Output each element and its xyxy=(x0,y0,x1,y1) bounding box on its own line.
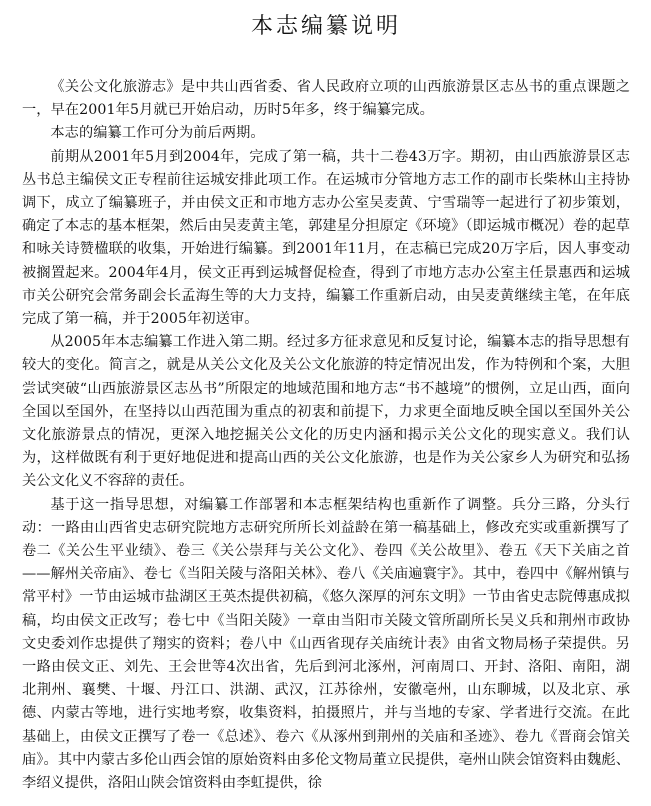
paragraph-first-phase: 前期从2001年5月到2004年，完成了第一稿，共十二卷43万字。期初，由山西旅游景区志丛书总主编侯文正专程前往运城安排此项工作。在运城市分管地方志工作的副市长柴林山主持协调下，成立了编纂班子，并由侯文正和市地方志办公室吴麦黄、宁雪瑞等一起进行了初步策划，确定了本志的基本框架，然后由吴麦黄主笔，郭建星分担原定《环境》（即运城市概况）卷的起草和咏关诗赞楹联的收集，开始进行编纂。到2001年11月，在志稿已完成20万字后，因人事变动被搁置起来。2004年4月，侯文正再到运城督促检查，得到了市地方志办公室主任景惠西和运城市关公研究会常务副会长孟海生等的大力支持，编纂工作重新启动，由吴麦黄继续主笔，在年底完成了第一稿，并于2005年初送审。 xyxy=(22,148,630,328)
paragraph-second-phase: 从2005年本志编纂工作进入第二期。经过多方征求意见和反复讨论，编纂本志的指导思想有较大的变化。简言之，就是从关公文化及关公文化旅游的特定情况出发，作为特例和个案，大胆尝试突破“山西旅游景区志丛书”所限定的地域范围和地方志“书不越境”的惯例，立足山西，面向全国以至国外，在坚持以山西范围为重点的初衷和前提下，力求更全面地反映全国以至国外关公文化旅游景点的情况，更深入地挖掘关公文化的历史内涵和揭示关公文化的现实意义。我们认为，这样做既有利于更好地促进和提高山西的关公文化旅游，也是作为关公家乡人为研究和弘扬关公文化义不容辞的责任。 xyxy=(22,334,630,490)
document-body xyxy=(22,76,630,795)
paragraph-intro: 《关公文化旅游志》是中共山西省委、省人民政府立项的山西旅游景区志丛书的重点课题之一，早在2001年5月就已开始启动，历时5年多，终于编纂完成。 xyxy=(22,79,630,119)
paragraph-adjustment: 基于这一指导思想，对编纂工作部署和本志框架结构也重新作了调整。兵分三路，分头行动：一路由山西省史志研究院地方志研究所所长刘益龄在第一稿基础上，修改充实或重新撰写了卷二《关公生平业绩》、卷三《关公崇拜与关公文化》、卷四《关公故里》、卷五《天下关庙之首——解州关帝庙》、卷七《当阳关陵与洛阳关林》、卷八《关庙遍寰宇》。其中，卷四中《解州镇与常平村》一节由运城市盐湖区王英杰提供初稿，《悠久深厚的河东文明》一节由省史志院傅惠成拟稿，均由侯文正改写；卷七中《当阳关陵》一章由当阳市关陵文管所副所长吴义兵和荆州市政协文史委刘作忠提供了翔实的资料；卷八中《山西省现存关庙统计表》由省文物局杨子荣提供。另一路由侯文正、刘先、王会世等4次出省，先后到河北涿州，河南周口、开封、洛阳、南阳，湖北荆州、襄樊、十堰、丹江口、洪湖、武汉，江苏徐州，安徽亳州，山东聊城，以及北京、承德、内蒙古等地，进行实地考察，收集资料，拍摄照片，并与当地的专家、学者进行交流。在此基础上，由侯文正撰写了卷一《总述》、卷六《从涿州到荆州的关庙和圣迹》、卷九《晋商会馆关庙》。其中内蒙古多伦山西会馆的原始资料由多伦文物局董立民提供，亳州山陕会馆资料由魏彪、李绍义提供，洛阳山陕会馆资料由李虹提供，徐 xyxy=(22,496,630,792)
document-page xyxy=(22,0,630,795)
paragraph-phases: 本志的编纂工作可分为前后两期。 xyxy=(50,125,265,142)
page-title: 本志编纂说明 xyxy=(250,14,401,39)
